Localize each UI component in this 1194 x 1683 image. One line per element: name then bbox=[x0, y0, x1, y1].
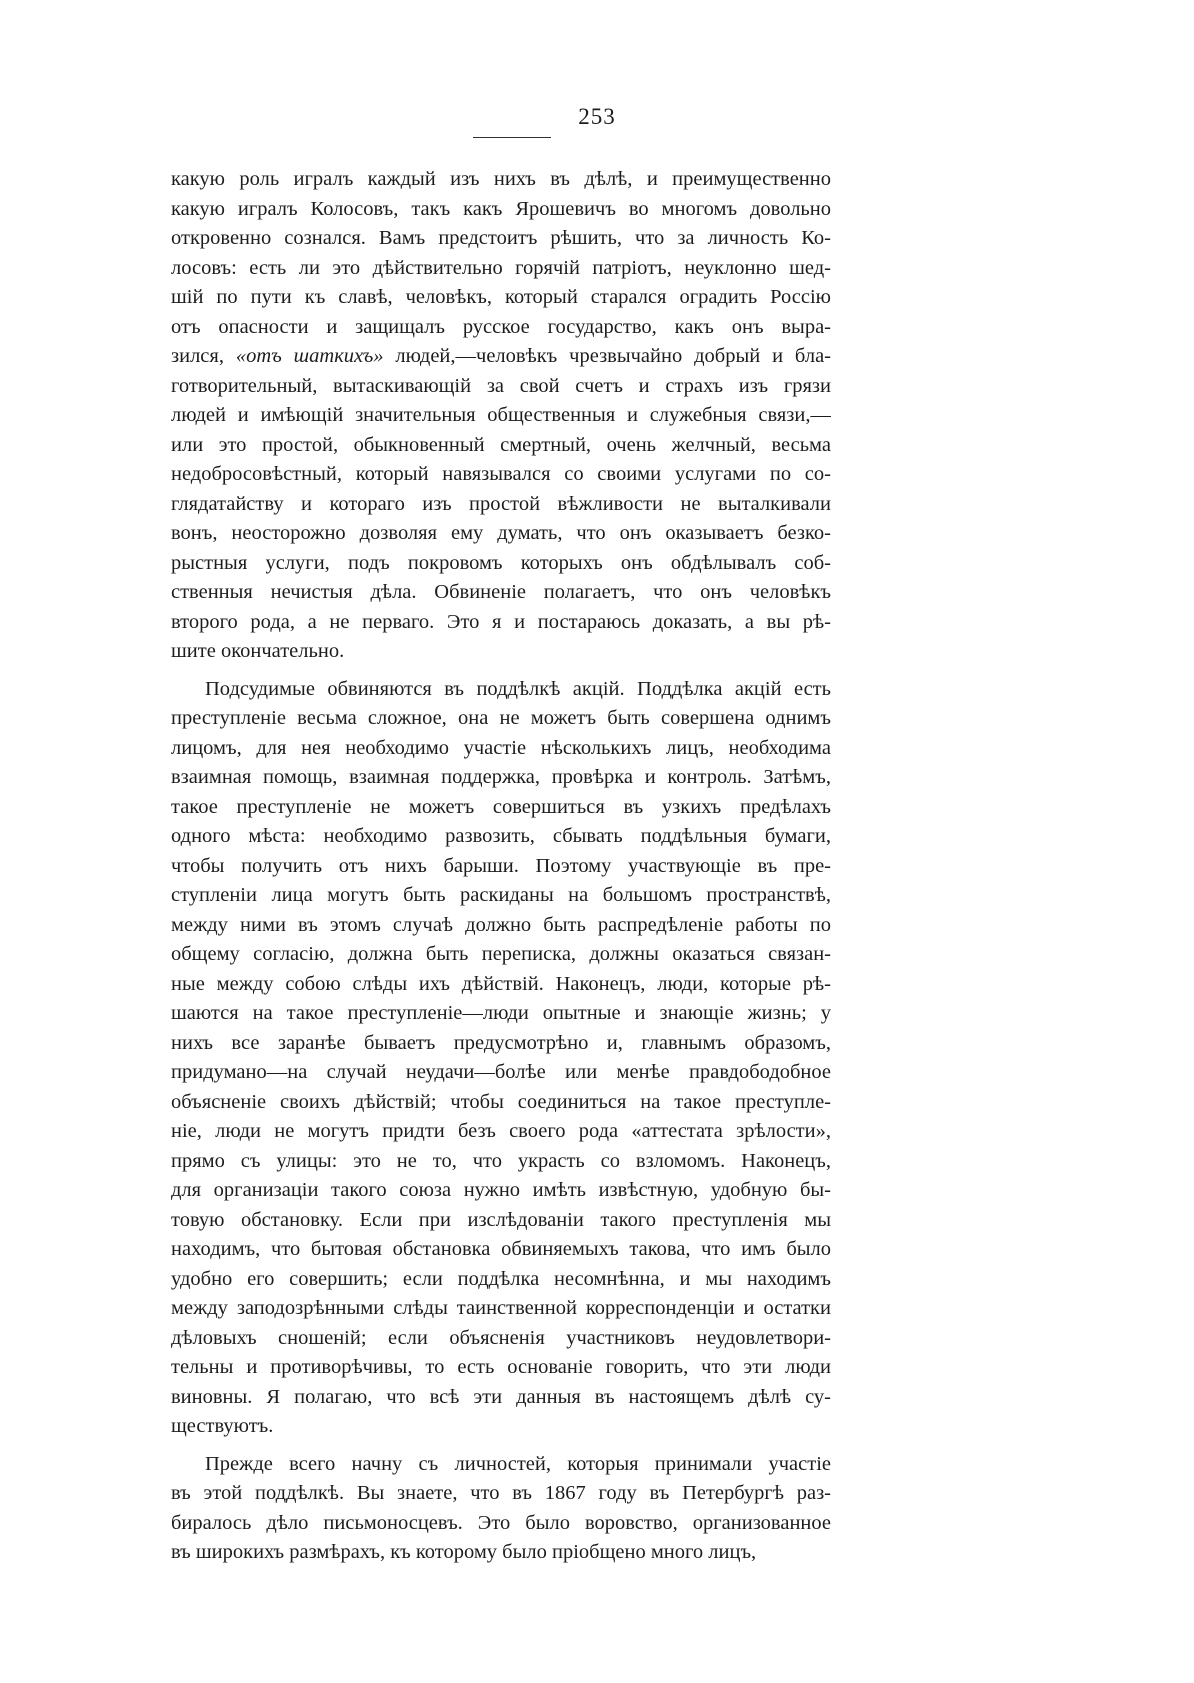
text-line: ные между собою слѣды ихъ дѣйствій. Наконецъ, люди, которые рѣ- bbox=[171, 972, 831, 995]
text-line: ніе, люди не могутъ придти безъ своего рода «аттестата зрѣлости», bbox=[171, 1120, 831, 1142]
text-line: нихъ все заранѣе бываетъ предусмотрѣно и, главнымъ образомъ, bbox=[171, 1031, 831, 1054]
text-line: преступленіе весьма сложное, она не можетъ быть совершена однимъ bbox=[171, 707, 831, 729]
paragraph-gap bbox=[171, 667, 831, 675]
text-line: шаются на такое преступленіе—люди опытные и знающіе жизнь; у bbox=[171, 1002, 831, 1024]
text-line: чтобы получить отъ нихъ барыши. Поэтому участвующіе въ пре- bbox=[171, 854, 831, 877]
text-line: недобросовѣстный, который навязывался со своими услугами по со- bbox=[171, 463, 831, 485]
paragraph bbox=[171, 675, 831, 1442]
text-line: удобно его совершить; если поддѣлка несомнѣнна, и мы находимъ bbox=[171, 1267, 831, 1290]
text-line: придумано—на случай неудачи—болѣе или менѣе правдободобное bbox=[171, 1061, 831, 1083]
text-line: Подсудимые обвиняются въ поддѣлкѣ акцій. Поддѣлка акцій есть bbox=[205, 677, 831, 700]
text-line: Прежде всего начну съ личностей, которыя принимали участіе bbox=[205, 1452, 831, 1475]
page-number: 253 bbox=[578, 104, 616, 129]
page-number-rule bbox=[473, 137, 551, 138]
text-line: между заподозрѣнными слѣды таинственной корреспонденціи и остатки bbox=[171, 1297, 831, 1319]
text-line: въ этой поддѣлкѣ. Вы знаете, что въ 1867 году въ Петербургѣ раз- bbox=[171, 1482, 831, 1504]
text-line: отъ опасности и защищалъ русское государство, какъ онъ выра- bbox=[171, 315, 831, 338]
text-line: для организаціи такого союза нужно имѣть извѣстную, удобную бы- bbox=[171, 1179, 831, 1201]
text-line: лосовъ: есть ли это дѣйствительно горячій патріотъ, неуклонно шед- bbox=[171, 256, 831, 279]
text-line: товую обстановку. Если при изслѣдованіи такого преступленія мы bbox=[171, 1208, 831, 1231]
text-line: объясненіе своихъ дѣйствій; чтобы соединиться на такое преступле- bbox=[171, 1090, 831, 1113]
text-line: взаимная помощь, взаимная поддержка, провѣрка и контроль. Затѣмъ, bbox=[171, 766, 831, 788]
text-line: находимъ, что бытовая обстановка обвиняемыхъ такова, что имъ было bbox=[171, 1238, 831, 1260]
text-segment: людей,—человѣкъ чрезвычайно добрый и бла- bbox=[383, 345, 831, 367]
text-line: готворительный, вытаскивающій за свой счетъ и страхъ изъ грязи bbox=[171, 374, 831, 397]
text-line: или это простой, обыкновенный смертный, очень желчный, весьма bbox=[171, 433, 831, 456]
text-line: тельны и противорѣчивы, то есть основаніе говорить, что эти люди bbox=[171, 1356, 831, 1378]
text-line: общему согласію, должна быть переписка, должны оказаться связан- bbox=[171, 943, 831, 965]
text-line: второго рода, а не перваго. Это я и постараюсь доказать, а вы рѣ- bbox=[171, 610, 831, 633]
text-line: такое преступленіе не можетъ совершиться въ узкихъ предѣлахъ bbox=[171, 795, 831, 818]
text-line: дѣловыхъ сношеній; если объясненія участниковъ неудовлетвори- bbox=[171, 1326, 831, 1349]
text-line: между ними въ этомъ случаѣ должно быть распредѣленіе работы по bbox=[171, 913, 831, 936]
paragraph-gap bbox=[171, 1442, 831, 1450]
body-text bbox=[171, 165, 831, 1568]
text-line: въ широкихъ размѣрахъ, къ которому было пріобщено много лицъ, bbox=[171, 1541, 757, 1563]
text-line bbox=[171, 342, 831, 372]
text-line: какую роль игралъ каждый изъ нихъ въ дѣлѣ, и преимущественно bbox=[171, 168, 831, 190]
text-line: виновны. Я полагаю, что всѣ эти данныя въ настоящемъ дѣлѣ су- bbox=[171, 1385, 831, 1408]
text-line: ступленіи лица могутъ быть раскиданы на большомъ пространствѣ, bbox=[171, 884, 831, 906]
text-line: лицомъ, для нея необходимо участіе нѣсколькихъ лицъ, необходима bbox=[171, 736, 831, 759]
text-line: ществуютъ. bbox=[171, 1415, 274, 1437]
paragraph bbox=[171, 1450, 831, 1568]
text-line: глядатайству и котораго изъ простой вѣжливости не выталкивали bbox=[171, 492, 831, 515]
text-line: рыстныя услуги, подъ покровомъ которыхъ онъ обдѣлывалъ соб- bbox=[171, 551, 831, 574]
text-line: шите окончательно. bbox=[171, 640, 345, 662]
text-line: прямо съ улицы: это не то, что украсть со взломомъ. Наконецъ, bbox=[171, 1149, 831, 1172]
text-line: вонъ, неосторожно дозволяя ему думать, что онъ оказываетъ безко- bbox=[171, 522, 831, 544]
text-segment: зился, bbox=[171, 345, 236, 367]
italic-phrase: «отъ шаткихъ» bbox=[235, 345, 384, 367]
text-line: ственныя нечистыя дѣла. Обвиненіе полагаетъ, что онъ человѣкъ bbox=[171, 581, 831, 603]
text-line: какую игралъ Колосовъ, такъ какъ Ярошевичъ во многомъ довольно bbox=[171, 197, 831, 220]
paragraph bbox=[171, 165, 831, 667]
text-line: одного мѣста: необходимо развозить, сбывать поддѣльныя бумаги, bbox=[171, 825, 831, 847]
text-line: шій по пути къ славѣ, человѣкъ, который старался оградить Россію bbox=[171, 286, 831, 308]
text-line: людей и имѣющій значительныя общественныя и служебныя связи,— bbox=[171, 404, 831, 426]
text-line: биралось дѣло письмоносцевъ. Это было воровство, организованное bbox=[171, 1511, 831, 1534]
text-line: откровенно сознался. Вамъ предстоитъ рѣшить, что за личность Ко- bbox=[171, 227, 831, 249]
